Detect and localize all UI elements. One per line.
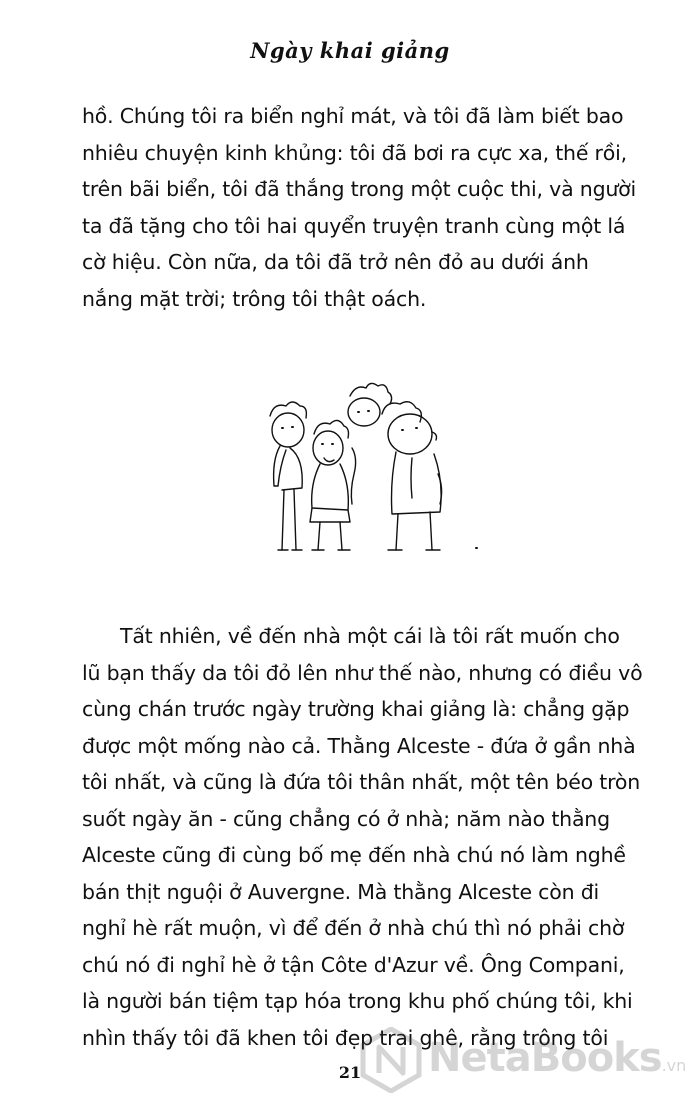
text-line: tôi nhất, và cũng là đứa tôi thân nhất, một tên béo tròn: [82, 770, 641, 794]
children-sketch-illustration: [262, 378, 482, 558]
paragraph-2: [82, 618, 642, 1056]
netabooks-watermark: [360, 1027, 690, 1093]
text-line: cùng chán trước ngày trường khai giảng là: chẳng gặp: [82, 697, 630, 721]
text-line: suốt ngày ăn - cũng chẳng có ở nhà; năm nào thằng: [82, 806, 610, 831]
text-line: nhiêu chuyện kinh khủng: tôi đã bơi ra cực xa, thế rồi,: [82, 140, 627, 165]
text-line: chú nó đi nghỉ hè ở tận Côte d'Azur về. Ông Compani,: [82, 952, 625, 977]
watermark-suffix: .vn: [661, 1056, 687, 1075]
text-line: Alceste cũng đi cùng bố mẹ đến nhà chú nó làm nghề: [82, 843, 626, 867]
text-line: trên bãi biển, tôi đã thắng trong một cuộc thi, và người: [82, 177, 637, 201]
text-line: bán thịt nguội ở Auvergne. Mà thằng Alceste còn đi: [82, 879, 600, 904]
page-number: 21: [338, 1063, 362, 1082]
text-line: nắng mặt trời; trông tôi thật oách.: [82, 286, 427, 311]
text-line: hồ. Chúng tôi ra biển nghỉ mát, và tôi đã làm biết bao: [82, 104, 624, 128]
text-line: ta đã tặng cho tôi hai quyển truyện tranh cùng một lá: [82, 213, 626, 238]
text-line: nghỉ hè rất muộn, vì để đến ở nhà chú thì nó phải chờ: [82, 916, 625, 940]
watermark-text: [428, 1035, 686, 1081]
netabooks-logo-icon: [360, 1027, 422, 1093]
paragraph-1: [82, 98, 642, 317]
text-line: là người bán tiệm tạp hóa trong khu phố chúng tôi, khi: [82, 989, 633, 1013]
text-line: cờ hiệu. Còn nữa, da tôi đã trở nên đỏ au dưới ánh: [82, 250, 589, 274]
text-line: lũ bạn thấy da tôi đỏ lên như thế nào, nhưng có điều vô: [82, 660, 643, 685]
watermark-brand: NetaBooks: [428, 1035, 662, 1081]
running-head-title: Ngày khai giảng: [250, 38, 450, 63]
text-line: nhìn thấy tôi đã khen tôi đẹp trai ghê, rằng trông tôi: [82, 1025, 609, 1050]
text-line: Tất nhiên, về đến nhà một cái là tôi rất muốn cho: [120, 624, 620, 648]
text-line: được một mống nào cả. Thằng Alceste - đứa ở gần nhà: [82, 733, 636, 758]
